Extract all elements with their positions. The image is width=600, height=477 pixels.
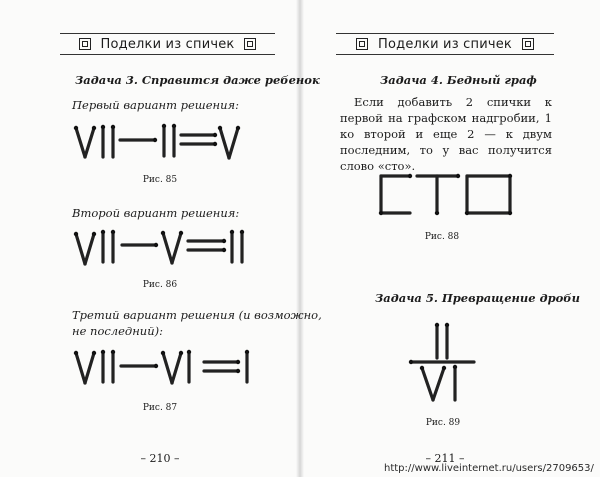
task3-title: Задача 3. Справится даже ребенок: [75, 73, 320, 87]
right-page-number: – 211 –: [425, 452, 465, 465]
right-header-title: Поделки из спичек: [378, 36, 512, 52]
watermark-link[interactable]: http://www.liveinternet.ru/users/2709653/: [384, 463, 594, 474]
variant3-label-line2: не последний):: [72, 324, 163, 338]
variant3-label-line1: Третий вариант решения (и возможно,: [72, 308, 322, 322]
task5-title: Задача 5. Превращение дроби: [375, 291, 580, 305]
task4-text: Если добавить 2 спички к первой на графском надгробии, 1 ко второй и еще 2 — к двум последним, то у вас получится слово «сто».: [340, 95, 552, 173]
figure-89-caption: Рис. 89: [425, 418, 461, 428]
figure-87-caption: Рис. 87: [142, 403, 178, 413]
figure-86-caption: Рис. 86: [142, 280, 178, 290]
variant1-label: Первый вариант решения:: [72, 98, 239, 112]
task4-title: Задача 4. Бедный граф: [380, 73, 537, 87]
left-page-number: – 210 –: [140, 452, 180, 465]
left-header-title: Поделки из спичек: [100, 36, 235, 52]
figure-88-caption: Рис. 88: [424, 232, 460, 242]
figure-85-caption: Рис. 85: [142, 175, 178, 185]
variant2-label: Второй вариант решения:: [72, 206, 240, 220]
